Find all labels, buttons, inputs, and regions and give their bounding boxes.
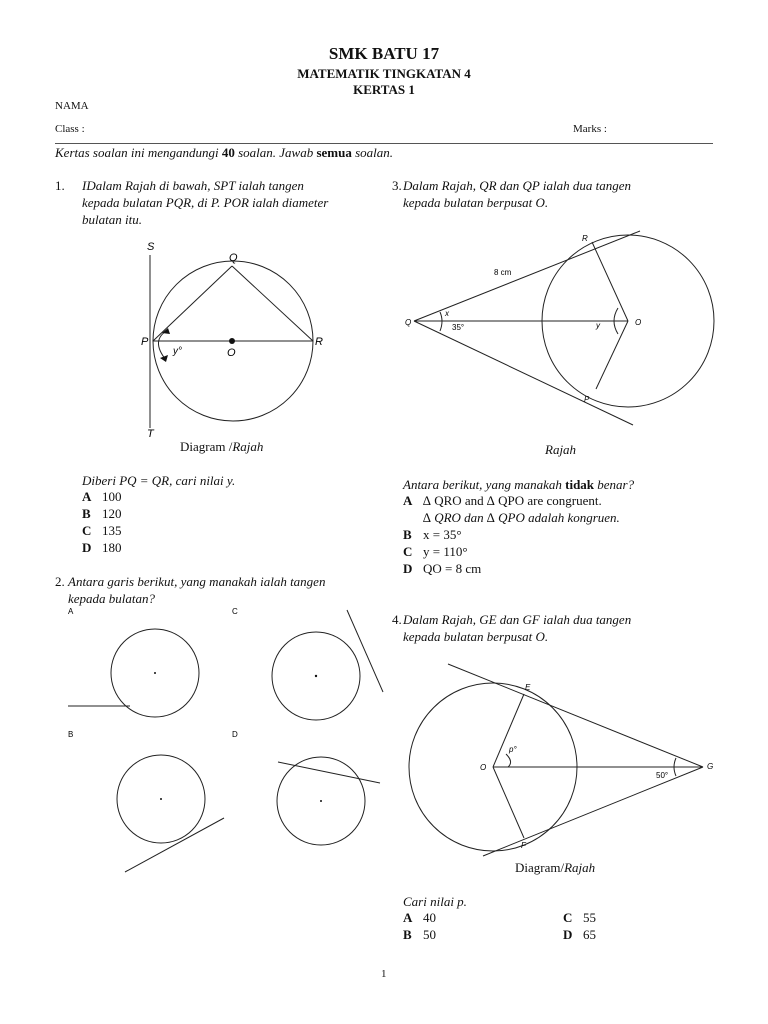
q4-prompt: Cari nilai p. (403, 894, 467, 909)
q3-caption: Rajah (545, 442, 577, 457)
q1-label-s: S (147, 241, 155, 253)
q4-text-2: kepada bulatan berpusat O. (403, 629, 549, 644)
q1-label-y: y° (173, 346, 182, 357)
q4-text-1: Dalam Rajah, GE dan GF ialah dua tangen (403, 612, 632, 627)
q3-label-r: R (582, 234, 588, 243)
q1-option-b: B 120 (82, 506, 122, 521)
q3-option-d: D QO = 8 cm (403, 561, 482, 576)
q1-text-2: kepada bulatan PQR, di P. POR ialah diameter (82, 195, 329, 210)
q1-option-a: A 100 (82, 489, 122, 504)
marks-label: Marks : (573, 123, 607, 135)
school-title: SMK BATU 17 (328, 44, 440, 63)
q1-number: 1. (55, 178, 65, 193)
q4-label-p: p° (509, 745, 517, 754)
class-label: Class : (55, 123, 85, 135)
q3-option-b: B x = 35° (403, 527, 462, 542)
q2-label-b: B (68, 730, 74, 739)
q1-label-p: P (141, 336, 149, 348)
q4-number: 4. (392, 612, 402, 627)
q3-label-q: Q (405, 318, 412, 327)
q3-label-o: O (635, 318, 642, 327)
q1-label-t: T (147, 428, 154, 440)
q2-label-d: D (232, 730, 238, 739)
q3-label-length: 8 cm (494, 268, 512, 277)
q4-option-a: A 40 (403, 910, 436, 925)
q2-text-2: kepada bulatan? (68, 591, 156, 606)
q3-text-1: Dalam Rajah, QR dan QP ialah dua tangen (403, 178, 631, 193)
q3-text-2: kepada bulatan berpusat O. (403, 195, 549, 210)
q4-label-f: F (521, 841, 526, 850)
q4-label-g: G (707, 762, 714, 771)
q3-option-a-malay: ∆ QRO dan ∆ QPO adalah kongruen. (423, 510, 620, 525)
q3-label-y: y (596, 321, 600, 330)
q3-option-c: C y = 110° (403, 544, 468, 559)
q4-label-o: O (480, 763, 487, 772)
q3-label-35: 35° (452, 323, 465, 332)
q4-option-b: B 50 (403, 927, 436, 942)
q4-label-50: 50° (656, 771, 669, 780)
q3-label-p: P (584, 395, 590, 404)
q1-text-1: IDalam Rajah di bawah, SPT ialah tangen (82, 178, 304, 193)
subject-title: MATEMATIK TINGKATAN 4 (297, 66, 471, 81)
q1-option-d: D 180 (82, 540, 122, 555)
q1-option-c: C 135 (82, 523, 122, 538)
q1-label-r: R (315, 336, 323, 348)
q1-label-q: Q (229, 252, 238, 264)
q1-text-3: bulatan itu. (82, 212, 142, 227)
paper-title: KERTAS 1 (353, 82, 415, 97)
q4-label-e: E (525, 683, 531, 692)
page-number: 1 (381, 968, 387, 980)
q2-number: 2. (55, 574, 65, 589)
q3-prompt: Antara berikut, yang manakah tidak benar? (403, 477, 635, 492)
instruction: Kertas soalan ini mengandungi 40 soalan. Jawab semua soalan. (55, 145, 394, 160)
q2-label-c: C (232, 607, 238, 616)
q2-label-a: A (68, 607, 74, 616)
q3-number: 3. (392, 178, 402, 193)
name-label: NAMA (55, 100, 89, 112)
q3-label-x: x (445, 309, 449, 318)
q4-caption: Diagram/Rajah (515, 860, 596, 875)
q4-option-c: C 55 (563, 910, 596, 925)
q1-caption: Diagram /Rajah (180, 439, 264, 454)
q3-option-a: A ∆ QRO and ∆ QPO are congruent. (403, 493, 602, 508)
q1-label-o: O (227, 347, 236, 359)
q2-text-1: Antara garis berikut, yang manakah ialah tangen (68, 574, 326, 589)
q1-prompt: Diberi PQ = QR, cari nilai y. (82, 473, 236, 488)
q4-option-d: D 65 (563, 927, 596, 942)
